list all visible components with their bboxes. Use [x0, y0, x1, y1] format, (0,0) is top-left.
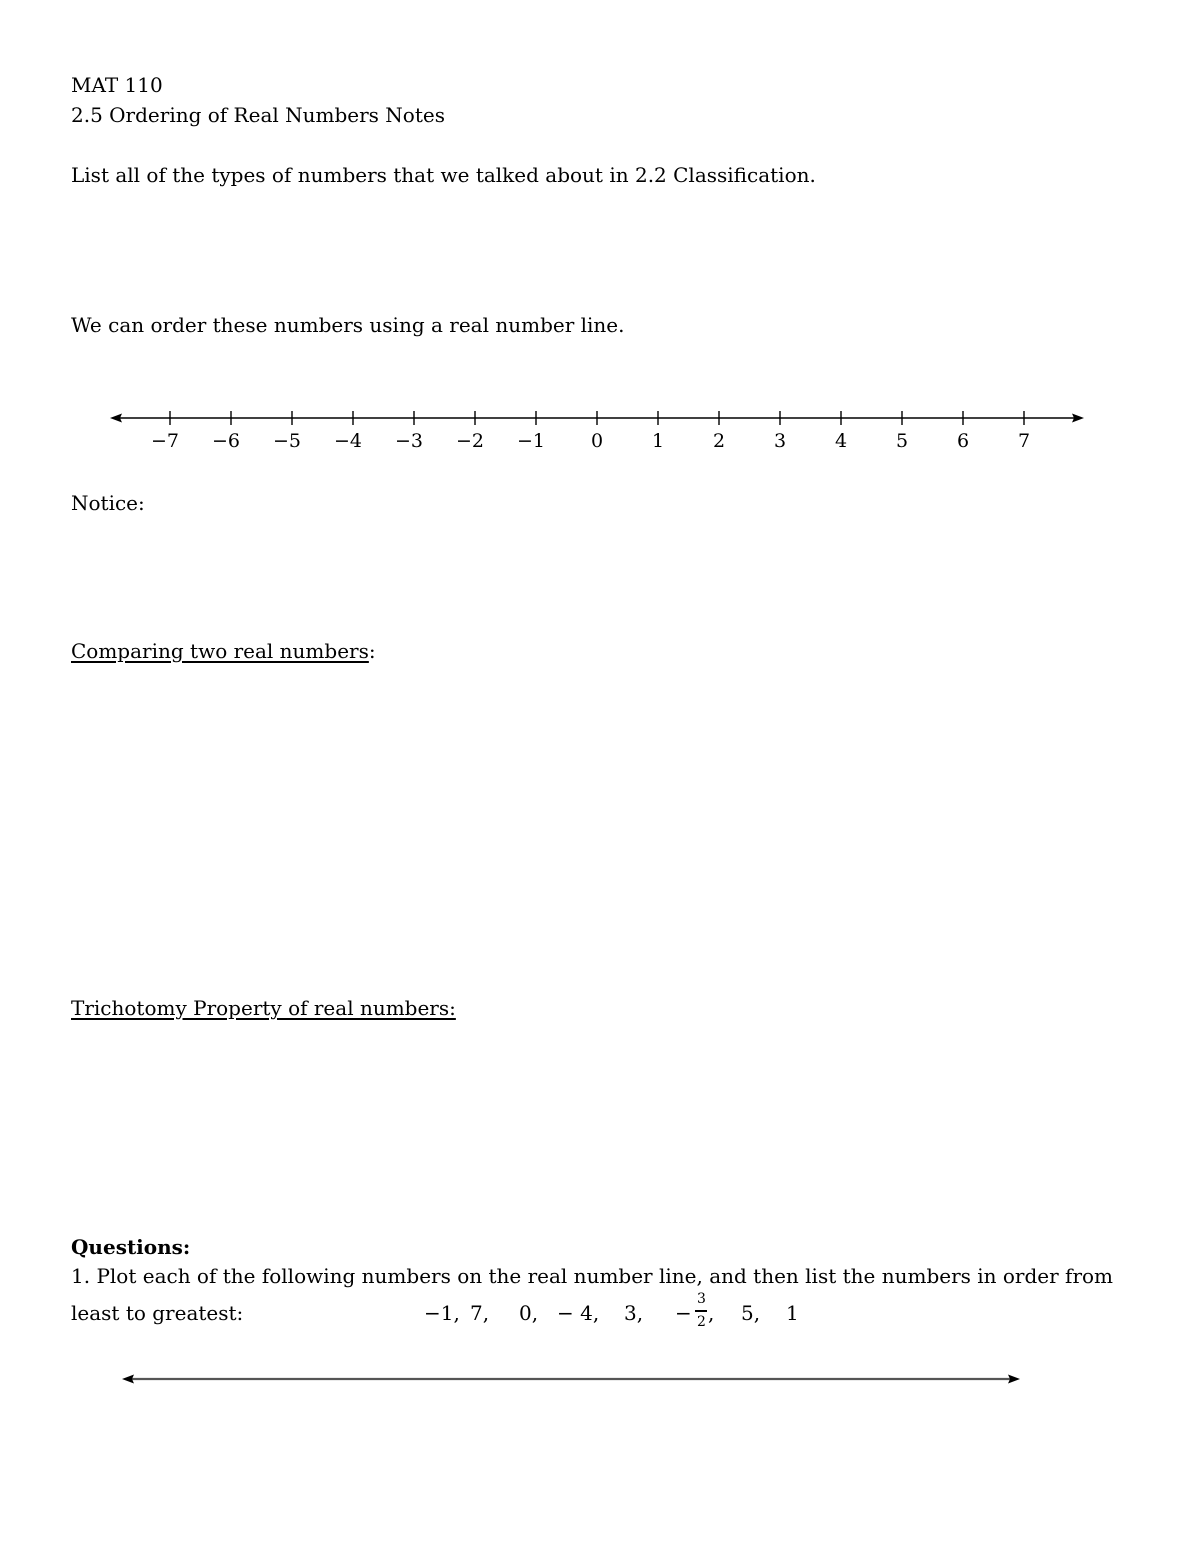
fraction-sign: − [675, 1301, 692, 1325]
tick-label: 6 [956, 430, 970, 452]
tick-label: 0 [590, 430, 604, 452]
tick-label: 1 [651, 430, 665, 452]
tick-label: −1 [516, 430, 546, 452]
tick-label: −3 [394, 430, 424, 452]
tick-label: −2 [455, 430, 485, 452]
trichotomy-heading: Trichotomy Property of real numbers: [71, 996, 456, 1020]
tick-label: 3 [773, 430, 787, 452]
fraction-bar [695, 1310, 707, 1312]
question-1-text-cont: least to greatest: [71, 1301, 244, 1325]
number-1: 1 [786, 1301, 799, 1325]
number-0: 0, [519, 1301, 539, 1325]
tick-label: −4 [333, 430, 363, 452]
comparing-heading: Comparing two real numbers [71, 639, 369, 663]
number-3: 3, [624, 1301, 644, 1325]
fraction-numerator: 3 [697, 1291, 706, 1307]
tick-label: 4 [834, 430, 848, 452]
real-number-line [0, 0, 1200, 470]
number-minus-1: −1, [424, 1301, 460, 1325]
fraction-denominator: 2 [697, 1314, 706, 1330]
blank-right-arrow-icon [1008, 1375, 1020, 1384]
tick-label: −5 [272, 430, 302, 452]
tick-label: −7 [150, 430, 180, 452]
number-7: 7, [470, 1301, 490, 1325]
page-title: 2.5 Ordering of Real Numbers Notes [71, 103, 445, 127]
course-code: MAT 110 [71, 73, 163, 97]
tick-label: 7 [1017, 430, 1031, 452]
comparing-heading-row [71, 639, 376, 663]
number-minus-4: − 4, [557, 1301, 600, 1325]
notice-label: Notice: [71, 491, 145, 515]
fraction-comma: , [708, 1301, 715, 1325]
comparing-colon: : [368, 639, 376, 663]
number-5: 5, [741, 1301, 761, 1325]
questions-heading: Questions: [71, 1235, 191, 1259]
tick-label: 5 [895, 430, 909, 452]
tick-label: −6 [211, 430, 241, 452]
number-line-intro: We can order these numbers using a real number line. [71, 313, 625, 337]
prompt-number-types: List all of the types of numbers that we talked about in 2.2 Classification. [71, 163, 816, 187]
tick-label: 2 [712, 430, 726, 452]
question-1-text: 1. Plot each of the following numbers on the real number line, and then list the numbers in order from [71, 1264, 1114, 1288]
blank-left-arrow-icon [122, 1375, 134, 1384]
